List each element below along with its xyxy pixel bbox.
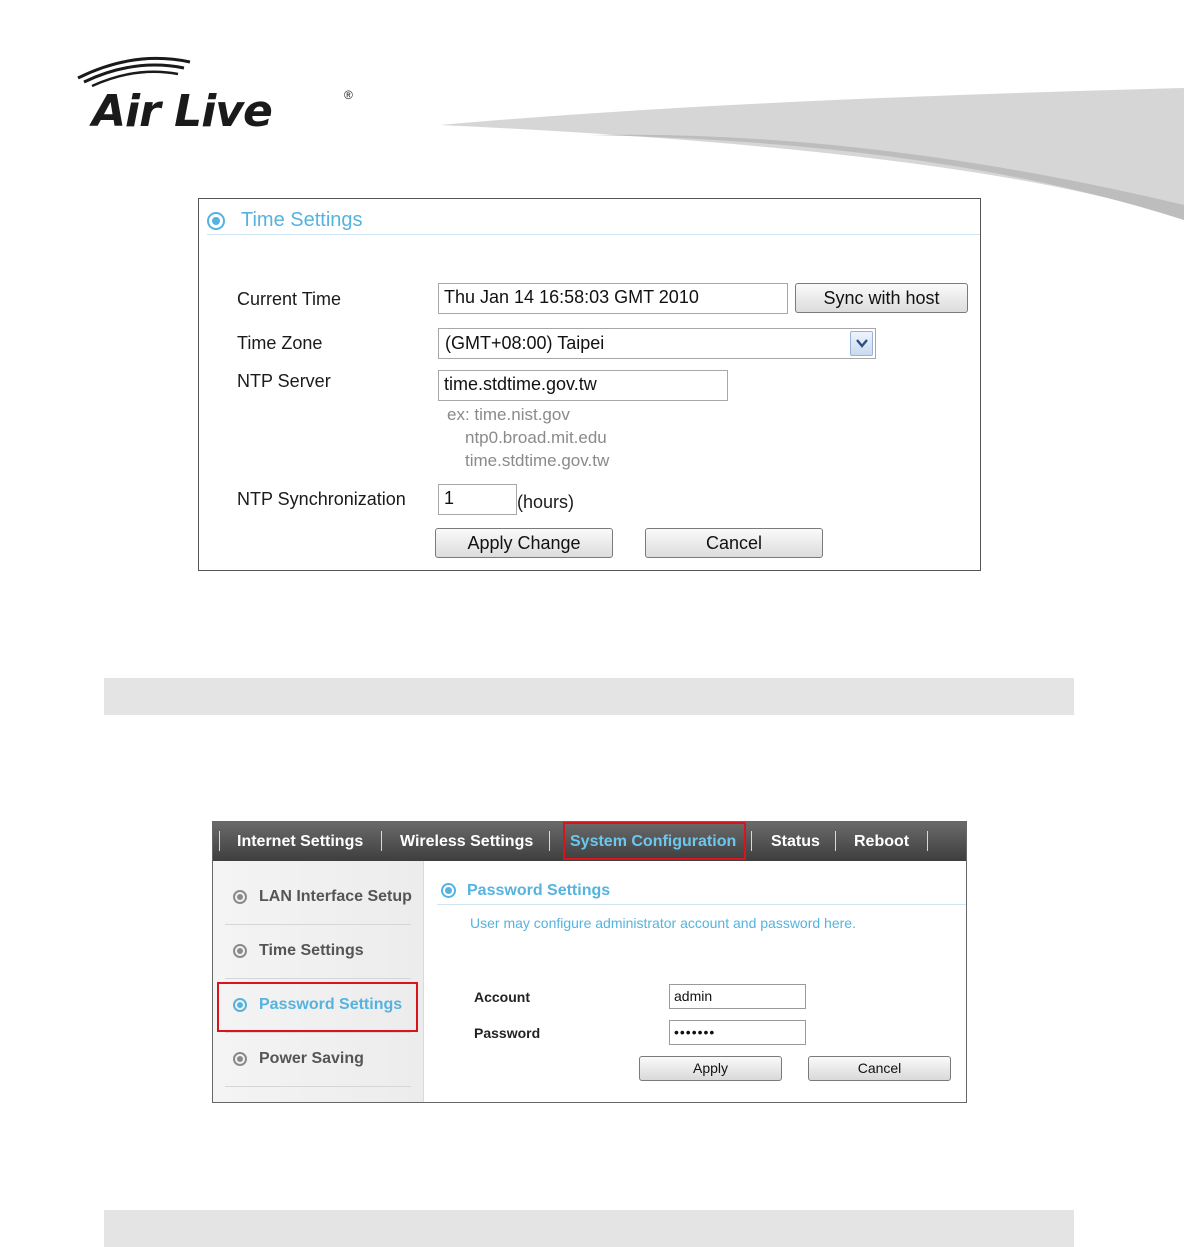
ntp-sync-label: NTP Synchronization <box>237 489 406 509</box>
sidebar-item-label: Time Settings <box>259 942 364 959</box>
nav-separator <box>835 831 836 851</box>
sidebar-item-label: LAN Interface Setup <box>259 888 412 905</box>
time-settings-title: Time Settings <box>241 209 363 231</box>
apply-button[interactable]: Apply <box>639 1056 782 1081</box>
sidebar-item-time-settings[interactable] <box>225 925 411 979</box>
airlive-logo <box>70 50 370 140</box>
ntp-example-2: ntp0.broad.mit.edu <box>465 428 607 447</box>
section-bullet-icon <box>207 212 225 230</box>
nav-separator <box>219 831 220 851</box>
nav-separator <box>751 831 752 851</box>
password-label: Password <box>474 1025 541 1041</box>
time-settings-header <box>207 209 980 235</box>
password-settings-description: User may configure administrator account and password here. <box>470 915 856 931</box>
sidebar-item-lan-interface[interactable] <box>225 871 411 925</box>
dropdown-arrow-icon[interactable] <box>850 331 873 356</box>
nav-system-configuration[interactable]: System Configuration <box>570 833 737 850</box>
highlight-password-settings <box>217 982 418 1032</box>
ntp-sync-unit: (hours) <box>517 492 575 512</box>
cancel-button[interactable]: Cancel <box>808 1056 951 1081</box>
time-zone-label: Time Zone <box>237 333 323 353</box>
ntp-server-field[interactable]: time.stdtime.gov.tw <box>438 370 728 401</box>
time-zone-select[interactable] <box>438 328 876 359</box>
router-admin-screenshot <box>212 821 967 1103</box>
section-divider-bar <box>104 678 1074 715</box>
nav-separator <box>381 831 382 851</box>
nav-reboot[interactable]: Reboot <box>854 833 910 850</box>
ntp-sync-hours-field[interactable]: 1 <box>438 484 517 515</box>
bullet-icon <box>233 944 247 958</box>
ntp-example-3: time.stdtime.gov.tw <box>465 451 610 470</box>
password-field[interactable]: ••••••• <box>669 1020 806 1045</box>
sidebar-item-power-saving[interactable] <box>225 1033 411 1087</box>
time-zone-selected-value: (GMT+08:00) Taipei <box>445 333 605 353</box>
ntp-example-1: ex: time.nist.gov <box>447 405 570 424</box>
bullet-icon <box>233 1052 247 1066</box>
nav-separator <box>927 831 928 851</box>
nav-wireless-settings[interactable]: Wireless Settings <box>400 833 534 850</box>
current-time-label: Current Time <box>237 289 342 309</box>
cancel-button[interactable]: Cancel <box>645 528 823 558</box>
highlight-system-configuration <box>563 822 746 860</box>
account-label: Account <box>474 989 530 1005</box>
section-divider-bar <box>104 1210 1074 1247</box>
current-time-field[interactable]: Thu Jan 14 16:58:03 GMT 2010 <box>438 283 788 314</box>
nav-separator <box>549 831 550 851</box>
registered-mark: ® <box>344 88 353 102</box>
sidebar-item-label: Password Settings <box>259 996 403 1013</box>
account-field[interactable]: admin <box>669 984 806 1009</box>
apply-change-button[interactable]: Apply Change <box>435 528 613 558</box>
logo-wordmark: Air Live <box>92 86 272 137</box>
sidebar-item-label: Power Saving <box>259 1050 364 1067</box>
section-bullet-icon <box>441 883 456 898</box>
bullet-icon <box>233 890 247 904</box>
nav-internet-settings[interactable]: Internet Settings <box>237 833 364 850</box>
ntp-server-label: NTP Server <box>237 371 331 391</box>
time-settings-panel <box>198 198 981 571</box>
wifi-arcs-icon <box>74 54 194 88</box>
sync-with-host-button[interactable]: Sync with host <box>795 283 968 313</box>
nav-status[interactable]: Status <box>771 833 820 850</box>
password-settings-title: Password Settings <box>467 882 611 899</box>
password-settings-header <box>437 879 967 905</box>
